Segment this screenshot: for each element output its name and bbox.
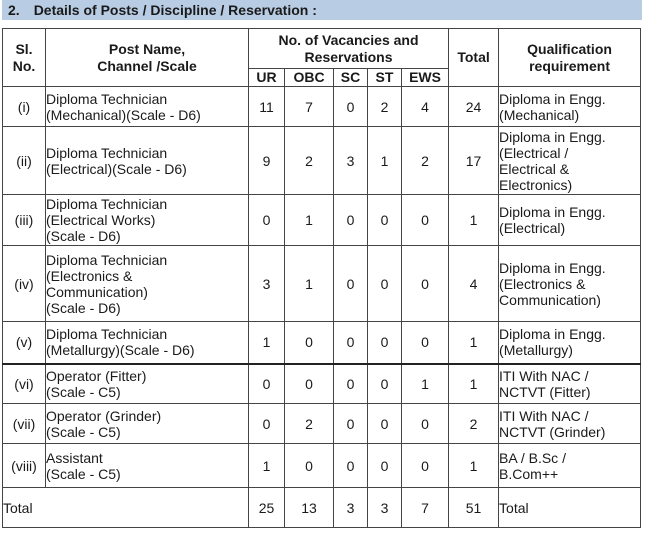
row-total: 1 [449, 322, 499, 364]
row-post: Diploma Technician (Metallurgy)(Scale - D6) [46, 322, 249, 364]
row-obc: 2 [285, 404, 334, 444]
row-total: 1 [449, 195, 499, 246]
row-ur: 0 [249, 195, 285, 246]
header-post-name: Post Name, Channel /Scale [46, 29, 249, 87]
row-total: 17 [449, 127, 499, 195]
row-sc: 3 [334, 127, 368, 195]
row-sc: 0 [334, 87, 368, 127]
row-ur: 0 [249, 404, 285, 444]
table-row [3, 195, 641, 246]
header-st: ST [368, 69, 402, 87]
total-ews: 7 [402, 488, 449, 528]
row-total: 1 [449, 364, 499, 404]
row-sl: (v) [3, 322, 46, 364]
row-sl: (viii) [3, 444, 46, 488]
table-row [3, 322, 641, 364]
row-post: Diploma Technician (Mechanical)(Scale - D6) [46, 87, 249, 127]
row-total: 2 [449, 404, 499, 444]
row-sl: (vii) [3, 404, 46, 444]
row-sl: (iii) [3, 195, 46, 246]
row-qualification: Diploma in Engg. (Mechanical) [499, 87, 641, 127]
row-st: 0 [368, 246, 402, 322]
header-vacancies: No. of Vacancies and Reservations [249, 29, 449, 69]
table-row [3, 246, 641, 322]
row-post: Diploma Technician (Electrical)(Scale - D6) [46, 127, 249, 195]
header-qualification: Qualification requirement [499, 29, 641, 87]
total-st: 3 [368, 488, 402, 528]
row-ews: 0 [402, 404, 449, 444]
row-ur: 0 [249, 364, 285, 404]
row-ews: 0 [402, 246, 449, 322]
row-obc: 0 [285, 444, 334, 488]
header-obc: OBC [285, 69, 334, 87]
row-total: 1 [449, 444, 499, 488]
row-sc: 0 [334, 195, 368, 246]
total-ur: 25 [249, 488, 285, 528]
row-st: 0 [368, 195, 402, 246]
row-qualification: Diploma in Engg. (Metallurgy) [499, 322, 641, 364]
row-obc: 1 [285, 195, 334, 246]
section-title: Details of Posts / Discipline / Reservation : [33, 2, 317, 18]
row-post: Operator (Grinder) (Scale - C5) [46, 404, 249, 444]
posts-table [2, 28, 641, 528]
row-st: 0 [368, 322, 402, 364]
row-sc: 0 [334, 404, 368, 444]
total-qualification: Total [499, 488, 641, 528]
row-qualification: BA / B.Sc / B.Com++ [499, 444, 641, 488]
row-ews: 0 [402, 322, 449, 364]
row-st: 0 [368, 404, 402, 444]
row-total: 4 [449, 246, 499, 322]
row-post: Assistant (Scale - C5) [46, 444, 249, 488]
row-sl: (ii) [3, 127, 46, 195]
header-sl-no: Sl. No. [3, 29, 46, 87]
row-ur: 1 [249, 444, 285, 488]
section-number: 2. [8, 2, 20, 18]
row-st: 0 [368, 364, 402, 404]
header-ews: EWS [402, 69, 449, 87]
row-ews: 4 [402, 87, 449, 127]
header-total: Total [449, 29, 499, 87]
row-ur: 3 [249, 246, 285, 322]
row-ur: 1 [249, 322, 285, 364]
section-heading [2, 0, 642, 20]
row-qualification: Diploma in Engg. (Electrical / Electrical & Electronics) [499, 127, 641, 195]
row-qualification: Diploma in Engg. (Electrical) [499, 195, 641, 246]
table-row [3, 87, 641, 127]
total-sc: 3 [334, 488, 368, 528]
row-ews: 1 [402, 364, 449, 404]
row-qualification: ITI With NAC / NCTVT (Fitter) [499, 364, 641, 404]
row-sc: 0 [334, 322, 368, 364]
row-obc: 0 [285, 322, 334, 364]
row-st: 2 [368, 87, 402, 127]
table-row [3, 404, 641, 444]
row-total: 24 [449, 87, 499, 127]
table-row [3, 127, 641, 195]
row-ews: 0 [402, 444, 449, 488]
row-obc: 0 [285, 364, 334, 404]
total-total: 51 [449, 488, 499, 528]
row-st: 0 [368, 444, 402, 488]
row-obc: 1 [285, 246, 334, 322]
row-sl: (iv) [3, 246, 46, 322]
row-ews: 0 [402, 195, 449, 246]
row-obc: 7 [285, 87, 334, 127]
row-sc: 0 [334, 246, 368, 322]
row-post: Diploma Technician (Electrical Works) (Scale - D6) [46, 195, 249, 246]
total-row [3, 488, 641, 528]
row-obc: 2 [285, 127, 334, 195]
row-post: Diploma Technician (Electronics & Communication) (Scale - D6) [46, 246, 249, 322]
header-ur: UR [249, 69, 285, 87]
row-st: 1 [368, 127, 402, 195]
header-sc: SC [334, 69, 368, 87]
row-sc: 0 [334, 444, 368, 488]
row-sl: (i) [3, 87, 46, 127]
row-ur: 11 [249, 87, 285, 127]
row-ews: 2 [402, 127, 449, 195]
row-sc: 0 [334, 364, 368, 404]
row-sl: (vi) [3, 364, 46, 404]
table-row [3, 444, 641, 488]
total-obc: 13 [285, 488, 334, 528]
row-qualification: Diploma in Engg. (Electronics & Communication) [499, 246, 641, 322]
row-post: Operator (Fitter) (Scale - C5) [46, 364, 249, 404]
table-row [3, 364, 641, 404]
row-ur: 9 [249, 127, 285, 195]
total-label: Total [3, 488, 249, 528]
row-qualification: ITI With NAC / NCTVT (Grinder) [499, 404, 641, 444]
